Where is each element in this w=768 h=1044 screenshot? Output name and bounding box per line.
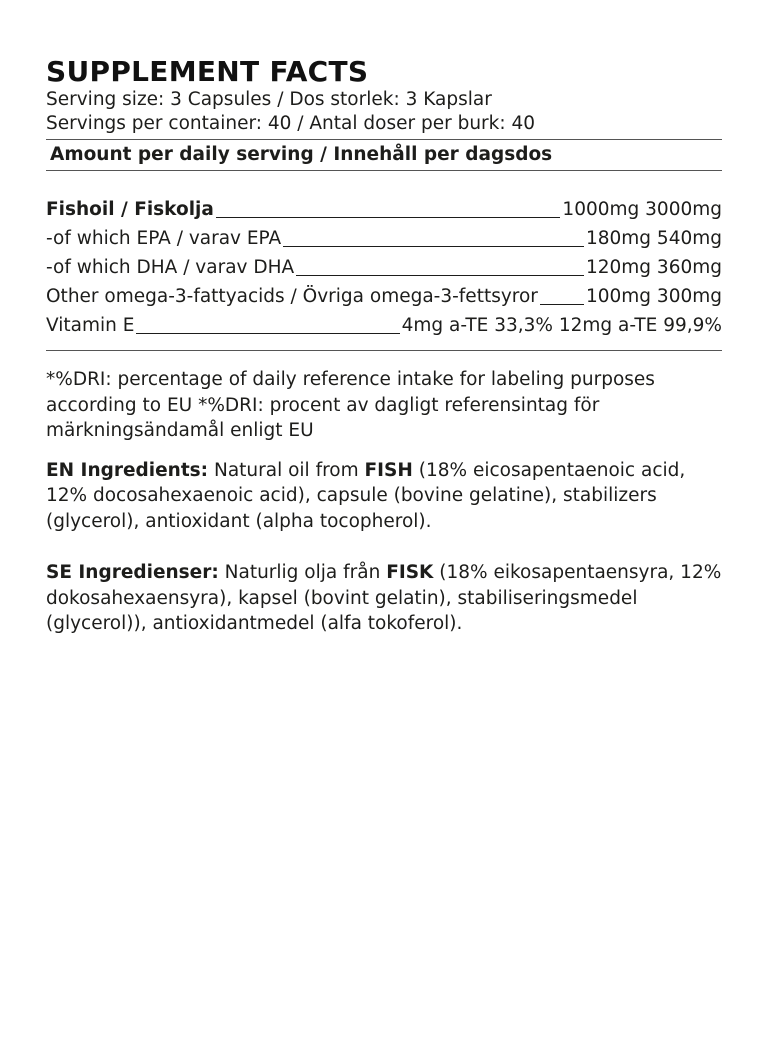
- nutrient-amount: 1000mg 3000mg: [562, 199, 722, 220]
- ingredients-se: [46, 560, 722, 637]
- nutrient-name: Vitamin E: [46, 315, 135, 336]
- ingredients-en-text: Natural oil from: [208, 459, 365, 481]
- nutrient-name: Fishoil / Fiskolja: [46, 199, 214, 220]
- nutrient-name: -of which DHA / varav DHA: [46, 257, 295, 278]
- leader-line: [136, 333, 399, 334]
- nutrient-name: Other omega-3-fattyacids / Övriga omega-3-fettsyror: [46, 286, 538, 307]
- ingredients-en: [46, 458, 722, 535]
- leader-line: [216, 217, 561, 218]
- label-title: SUPPLEMENT FACTS: [46, 55, 369, 88]
- supplement-facts-label: [46, 56, 722, 637]
- nutrient-amount: 180mg 540mg: [585, 228, 722, 249]
- leader-line: [296, 275, 584, 276]
- nutrient-row: [46, 224, 722, 253]
- nutrient-row: [46, 311, 722, 340]
- nutrient-row: [46, 253, 722, 282]
- allergen-fisk: FISK: [386, 562, 434, 583]
- nutrient-row: [46, 282, 722, 311]
- nutrient-list: [46, 195, 722, 340]
- amount-header: Amount per daily serving / Innehåll per dagsdos: [50, 144, 553, 165]
- allergen-fish: FISH: [364, 459, 413, 481]
- nutrient-row: [46, 195, 722, 224]
- leader-line: [283, 246, 584, 247]
- nutrient-amount: 120mg 360mg: [585, 257, 722, 278]
- ingredients-en-label: EN Ingredients:: [46, 459, 209, 481]
- serving-size: Serving size: 3 Capsules / Dos storlek: 3 Kapslar: [46, 89, 492, 110]
- ingredients-en-text-rest: (18% eicosapentaenoic acid, 12% docosahexaenoic acid), capsule (bovine gelatine), stabilizers (glycerol), antioxidant (alpha tocopherol).: [46, 459, 686, 532]
- ingredients-se-text: Naturlig olja från: [218, 562, 387, 583]
- divider: [46, 170, 722, 171]
- dri-note: *%DRI: percentage of daily reference intake for labeling purposes according to EU *%DRI: procent av dagligt referensintag för märkningsändamål enligt EU: [46, 369, 655, 441]
- nutrient-amount: 100mg 300mg: [585, 286, 722, 307]
- ingredients-se-text-rest: (18% eikosapentaensyra, 12% dokosahexaensyra), kapsel (bovint gelatin), stabiliseringsmedel (glycerol)), antioxidantmedel (alfa tokoferol).: [46, 562, 722, 634]
- servings-per-container: Servings per container: 40 / Antal doser per burk: 40: [46, 113, 536, 134]
- divider: [46, 350, 722, 351]
- nutrient-name: -of which EPA / varav EPA: [46, 228, 282, 249]
- ingredients-se-label: SE Ingredienser:: [46, 562, 219, 583]
- nutrient-amount: 4mg a-TE 33,3% 12mg a-TE 99,9%: [401, 315, 722, 336]
- leader-line: [540, 304, 584, 305]
